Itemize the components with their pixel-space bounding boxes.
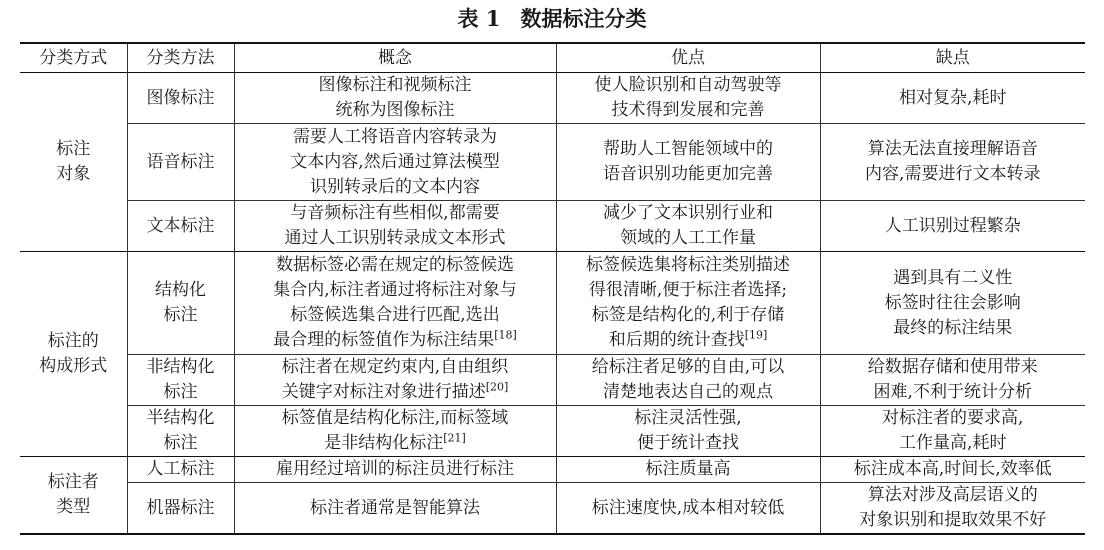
cell-text: 领域的人工工作量 <box>620 228 756 248</box>
cell-text: 是非结构化标注 <box>324 433 444 453</box>
cell-text: 清楚地表达自己的观点 <box>603 382 773 402</box>
cell-text: 机器标注 <box>146 497 215 518</box>
cell-text: 使人脸识别和自动驾驶等 <box>594 75 782 95</box>
cell-text: 标注成本高,时间长,效率低 <box>853 459 1052 479</box>
cell-text: 标注 <box>163 305 198 325</box>
method-cell <box>127 457 234 483</box>
table-row <box>20 355 1085 406</box>
cell-text: 困难,不利于统计分析 <box>873 382 1032 402</box>
table-number: 表 1 <box>457 6 501 31</box>
pros-cell <box>556 73 820 124</box>
cell-text: 技术得到发展和完善 <box>611 100 765 120</box>
table-caption <box>0 4 1104 34</box>
table-row <box>20 73 1085 124</box>
cell-text: 标签是结构化的,利于存储 <box>591 305 785 325</box>
pros-cell <box>556 355 820 406</box>
header-pros: 优点 <box>556 43 820 73</box>
concept-cell <box>234 124 556 201</box>
method-cell <box>127 252 234 355</box>
pros-cell <box>556 252 820 355</box>
cell-text: 文本内容,然后通过算法模型 <box>290 151 500 172</box>
cell-text: 文本标注 <box>146 215 215 236</box>
cell-text: 标注 <box>163 382 198 402</box>
cell-text: 标注者通常是智能算法 <box>310 497 480 518</box>
cell-text: 人工标注 <box>146 459 215 479</box>
pros-cell <box>556 483 820 535</box>
citation-ref[interactable]: [18] <box>494 328 517 342</box>
cell-text: 雇用经过培训的标注员进行标注 <box>276 459 514 479</box>
category-label: 标注的 <box>47 331 99 351</box>
cell-text: 算法对涉及高层语义的 <box>867 485 1038 505</box>
concept-cell <box>234 355 556 406</box>
header-category: 分类方式 <box>20 43 127 73</box>
cell-text: 最终的标注结果 <box>893 317 1013 338</box>
cell-text: 给标注者足够的自由,可以 <box>591 357 785 377</box>
category-cell <box>20 457 127 535</box>
cell-text: 标签候选集合进行匹配,选出 <box>290 305 500 325</box>
pros-cell <box>556 201 820 252</box>
cell-text: 标注者在规定约束内,自由组织 <box>281 357 509 377</box>
cell-text: 便于统计查找 <box>637 433 739 453</box>
cell-text: 识别转录后的文本内容 <box>310 176 480 197</box>
cell-text: 标签候选集将标注类别描述 <box>586 255 790 275</box>
cell-text: 语音标注 <box>146 151 215 172</box>
method-cell <box>127 73 234 124</box>
header-row <box>20 43 1085 73</box>
category-cell <box>20 73 127 252</box>
category-label: 标注 <box>56 139 91 159</box>
category-label: 类型 <box>56 497 91 517</box>
cell-text: 标注质量高 <box>645 459 731 479</box>
pros-cell <box>556 406 820 457</box>
cell-text: 内容,需要进行文本转录 <box>865 164 1041 184</box>
cell-text: 标注速度快,成本相对较低 <box>591 497 785 518</box>
category-label: 对象 <box>56 164 91 184</box>
concept-cell <box>234 406 556 457</box>
method-cell <box>127 124 234 201</box>
cell-text: 图像标注 <box>146 87 215 108</box>
table-row <box>20 457 1085 483</box>
table-row <box>20 124 1085 201</box>
cell-text: 人工识别过程繁杂 <box>884 215 1021 236</box>
cell-text: 结构化 <box>155 280 206 300</box>
method-cell <box>127 201 234 252</box>
concept-cell <box>234 201 556 252</box>
cell-text: 图像标注和视频标注 <box>318 75 472 95</box>
cell-text: 标签值是结构化标注,而标签域 <box>281 408 509 428</box>
citation-ref[interactable]: [19] <box>744 328 768 342</box>
cell-text: 标注 <box>163 433 198 453</box>
cell-text: 遇到具有二义性 <box>893 267 1013 288</box>
pros-cell <box>556 124 820 201</box>
cell-text: 数据标签必需在规定的标签候选 <box>276 255 514 275</box>
cell-text: 给数据存储和使用带来 <box>867 357 1038 377</box>
cell-text: 得很清晰,便于标注者选择; <box>588 280 788 300</box>
category-cell <box>20 252 127 457</box>
cell-text: 最合理的标签值作为标注结果 <box>273 330 495 350</box>
method-cell <box>127 406 234 457</box>
concept-cell <box>234 483 556 535</box>
header-method: 分类方法 <box>127 43 234 73</box>
method-cell <box>127 483 234 535</box>
table-row <box>20 483 1085 535</box>
cell-text: 和后期的统计查找 <box>608 330 745 350</box>
cons-cell <box>820 406 1085 457</box>
concept-cell <box>234 73 556 124</box>
cons-cell <box>820 201 1085 252</box>
table-row <box>20 201 1085 252</box>
cell-text: 工作量高,耗时 <box>899 433 1007 453</box>
category-label: 标注者 <box>47 472 99 492</box>
method-cell <box>127 355 234 406</box>
cell-text: 语音识别功能更加完善 <box>603 164 773 184</box>
table-body <box>20 73 1085 535</box>
cell-text: 需要人工将语音内容转录为 <box>293 126 497 147</box>
cell-text: 对标注者的要求高, <box>882 408 1024 428</box>
concept-cell <box>234 252 556 355</box>
annotation-classification-table <box>20 42 1085 535</box>
cons-cell <box>820 73 1085 124</box>
header-cons: 缺点 <box>820 43 1085 73</box>
cell-text: 帮助人工智能领域中的 <box>603 139 773 159</box>
cell-text: 通过人工识别转录成文本形式 <box>284 228 506 248</box>
cell-text: 对象识别和提取效果不好 <box>859 510 1047 530</box>
header-concept: 概念 <box>234 43 556 73</box>
cons-cell <box>820 483 1085 535</box>
cell-text: 集合内,标注者通过将标注对象与 <box>273 280 517 300</box>
cell-text: 标注灵活性强, <box>634 408 742 428</box>
cell-text: 统称为图像标注 <box>335 100 455 120</box>
pros-cell <box>556 457 820 483</box>
table-row <box>20 252 1085 355</box>
cons-cell <box>820 252 1085 355</box>
cell-text: 标签时往往会影响 <box>884 292 1021 313</box>
cons-cell <box>820 457 1085 483</box>
cell-text: 减少了文本识别行业和 <box>603 203 773 223</box>
cell-text: 半结构化 <box>146 408 215 428</box>
cell-text: 非结构化 <box>146 357 215 377</box>
cons-cell <box>820 355 1085 406</box>
cell-text: 算法无法直接理解语音 <box>867 139 1038 159</box>
cell-text: 与音频标注有些相似,都需要 <box>290 203 500 223</box>
citation-ref[interactable]: [21] <box>443 431 466 445</box>
cell-text: 关键字对标注对象进行描述 <box>281 382 486 402</box>
table-row <box>20 406 1085 457</box>
category-label: 构成形式 <box>39 356 108 376</box>
concept-cell <box>234 457 556 483</box>
cons-cell <box>820 124 1085 201</box>
citation-ref[interactable]: [20] <box>485 380 509 394</box>
table-title: 数据标注分类 <box>520 6 647 31</box>
cell-text: 相对复杂,耗时 <box>899 87 1007 108</box>
